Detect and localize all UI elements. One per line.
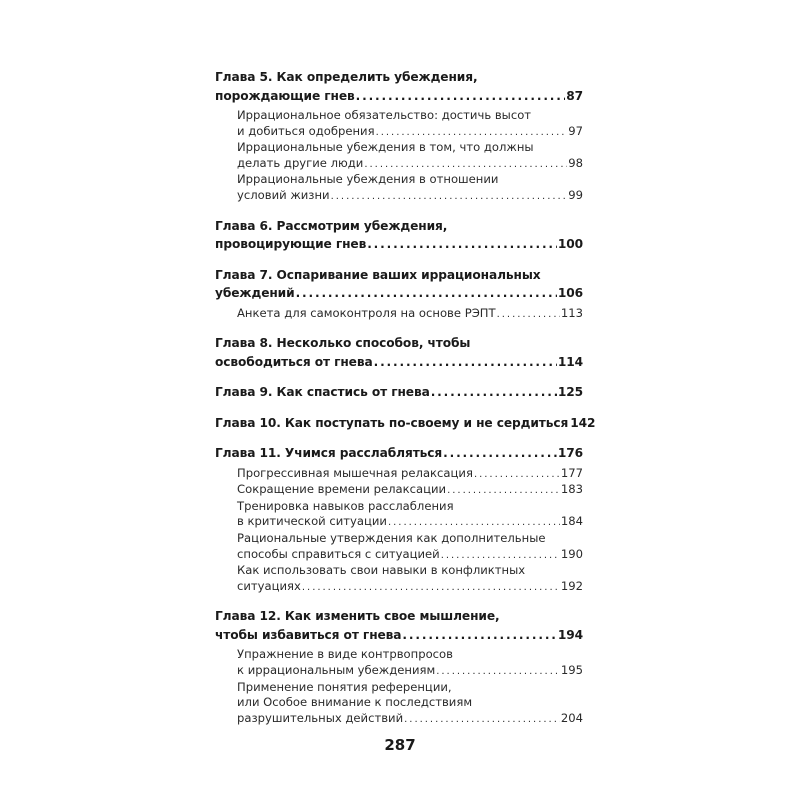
chapter-8-entry[interactable] — [215, 334, 583, 371]
subsection-entry[interactable] — [237, 108, 583, 140]
subsection-title-line: Иррациональное обязательство: достичь высот — [237, 108, 532, 122]
chapter-title-line: чтобы избавиться от гнева — [215, 627, 402, 642]
chapter-title-line: Глава 5. Как определить убеждения, — [215, 70, 478, 84]
chapter-title-line: Глава 11. Учимся расслабляться — [215, 446, 443, 461]
subsection-page-number: 204 — [560, 710, 583, 725]
chapter-7-entry[interactable] — [215, 266, 583, 303]
chapter-page-number: 125 — [557, 385, 583, 400]
subsection-title-line: Применение понятия референции, — [237, 679, 452, 694]
chapter-page-number: 176 — [557, 446, 583, 461]
subsection-title-line: Сокращение времени релаксации — [237, 482, 447, 497]
chapter-title-line: Глава 6. Рассмотрим убеждения, — [215, 218, 448, 233]
chapter-page-number: 100 — [557, 237, 583, 252]
subsection-entry[interactable] — [237, 306, 583, 323]
subsection-title-line: способы справиться с ситуацией — [237, 546, 440, 561]
subsection-title-line: Упражнение в виде контрвопросов — [237, 647, 453, 662]
leader-dots — [402, 626, 556, 645]
subsection-title-line: Иррациональные убеждения в отношении — [237, 172, 499, 187]
page-number: 287 — [384, 736, 416, 754]
chapter-page-number: 142 — [570, 415, 596, 430]
subsection-entry[interactable] — [237, 563, 583, 595]
chapter-10-entry[interactable] — [215, 414, 596, 433]
subsection-page-number: 177 — [560, 465, 583, 480]
subsection-title-line: Тренировка навыков расслабления — [237, 498, 454, 513]
subsection-title-line: в критической ситуации — [237, 514, 387, 529]
chapter-5-entry[interactable] — [215, 68, 583, 105]
leader-dots — [443, 444, 557, 463]
subsection-entry[interactable] — [237, 140, 583, 172]
subsection-title-line: делать другие люди — [237, 155, 364, 170]
subsection-entry[interactable] — [237, 531, 583, 563]
leader-dots — [441, 547, 560, 564]
chapter-title-line: убеждений — [215, 286, 295, 301]
chapter-title-line: освободиться от гнева — [215, 354, 373, 369]
subsection-page-number: 98 — [568, 155, 583, 170]
leader-dots — [376, 124, 568, 141]
leader-dots — [367, 235, 557, 254]
chapter-11-entry[interactable] — [215, 444, 583, 463]
subsection-entry[interactable] — [237, 680, 583, 728]
leader-dots — [447, 482, 560, 499]
subsection-page-number: 97 — [568, 123, 583, 138]
subsection-page-number: 113 — [560, 305, 583, 320]
leader-dots — [364, 156, 567, 173]
subsection-title-line: разрушительных действий — [237, 710, 404, 725]
chapter-title-line: Глава 10. Как поступать по-своему и не сердиться — [215, 415, 569, 430]
chapter-12-entry[interactable] — [215, 607, 583, 644]
leader-dots — [388, 514, 560, 531]
chapter-page-number: 87 — [566, 88, 583, 103]
subsection-title-line: ситуациях — [237, 578, 301, 593]
subsection-entry[interactable] — [237, 647, 583, 679]
leader-dots — [431, 383, 557, 402]
subsection-title-line: Иррациональные убеждения в том, что должны — [237, 140, 534, 155]
subsection-title-line: условий жизни — [237, 187, 330, 202]
leader-dots — [302, 579, 560, 596]
subsection-page-number: 195 — [560, 663, 583, 677]
chapter-9-entry[interactable] — [215, 383, 583, 402]
subsection-title-line: или Особое внимание к последствиям — [237, 695, 473, 710]
chapter-page-number: 194 — [557, 627, 583, 642]
leader-dots — [331, 188, 568, 205]
subsection-title-line: к иррациональным убеждениям — [237, 663, 436, 677]
leader-dots — [404, 711, 560, 728]
chapter-title-line: Глава 7. Оспаривание ваших иррациональных — [215, 267, 541, 282]
chapter-title-line: провоцирующие гнев — [215, 237, 367, 252]
subsection-title-line: Прогрессивная мышечная релаксация — [237, 465, 473, 480]
subsection-title-line: Анкета для самоконтроля на основе РЭПТ — [237, 305, 496, 320]
chapter-title-line: порождающие гнев — [215, 88, 355, 103]
leader-dots — [474, 466, 560, 483]
subsection-page-number: 184 — [560, 514, 583, 529]
leader-dots — [356, 87, 566, 106]
chapter-title-line: Глава 12. Как изменить свое мышление, — [215, 609, 500, 624]
leader-dots — [296, 284, 557, 303]
subsection-entry[interactable] — [237, 172, 583, 204]
subsection-title-line: Как использовать свои навыки в конфликтных — [237, 563, 526, 578]
table-of-contents — [215, 68, 596, 727]
leader-dots — [497, 306, 560, 323]
subsection-page-number: 99 — [568, 187, 583, 202]
chapter-page-number: 106 — [557, 286, 583, 301]
subsection-entry[interactable] — [237, 466, 583, 483]
chapter-title-line: Глава 9. Как спастись от гнева — [215, 385, 430, 400]
subsection-entry[interactable] — [237, 499, 583, 531]
subsection-page-number: 192 — [560, 578, 583, 593]
subsection-title-line: и добиться одобрения — [237, 123, 375, 138]
leader-dots — [436, 663, 560, 680]
leader-dots — [374, 353, 557, 372]
chapter-page-number: 114 — [557, 354, 583, 369]
subsection-page-number: 190 — [560, 546, 583, 561]
chapter-6-entry[interactable] — [215, 217, 583, 254]
chapter-title-line: Глава 8. Несколько способов, чтобы — [215, 336, 471, 351]
subsection-entry[interactable] — [237, 482, 583, 499]
subsection-page-number: 183 — [560, 482, 583, 497]
subsection-title-line: Рациональные утверждения как дополнительные — [237, 531, 546, 546]
